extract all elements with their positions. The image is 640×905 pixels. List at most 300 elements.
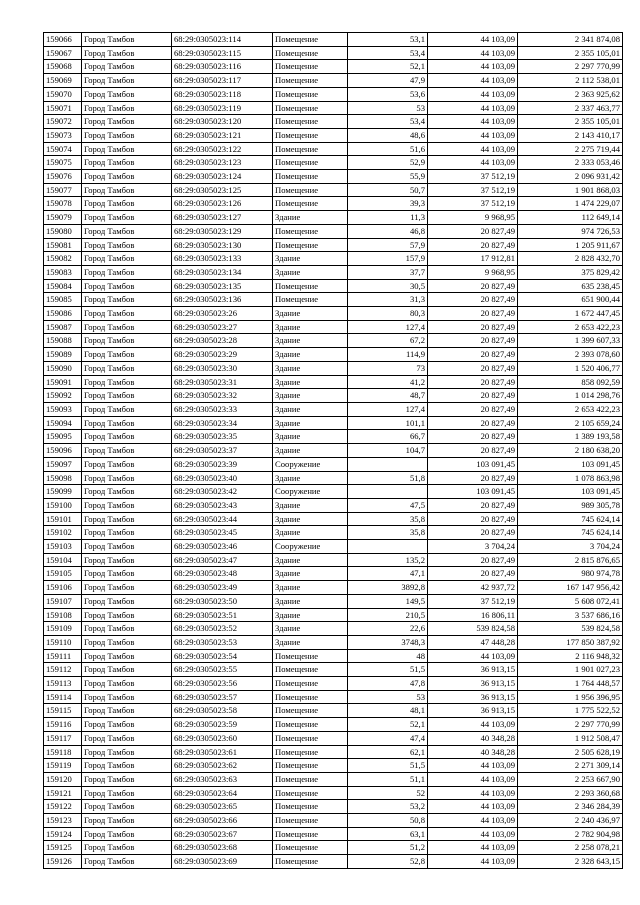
cadastral-value-cell: 2 258 078,21 (518, 841, 623, 855)
city-cell: Город Тамбов (82, 402, 172, 416)
city-cell: Город Тамбов (82, 663, 172, 677)
cadastral-value-cell: 2 333 053,46 (518, 156, 623, 170)
table-row (44, 416, 623, 430)
row-id-cell: 159122 (44, 800, 82, 814)
area-cell: 127,4 (348, 402, 428, 416)
unit-value-cell: 44 103,09 (428, 60, 518, 74)
cadastral-value-cell: 2 337 463,77 (518, 101, 623, 115)
cadastral-number-cell: 68:29:0305023:33 (172, 402, 273, 416)
unit-value-cell: 36 913,15 (428, 663, 518, 677)
cadastral-number-cell: 68:29:0305023:66 (172, 814, 273, 828)
city-cell: Город Тамбов (82, 690, 172, 704)
unit-value-cell: 36 913,15 (428, 677, 518, 691)
city-cell: Город Тамбов (82, 827, 172, 841)
cadastral-number-cell: 68:29:0305023:136 (172, 293, 273, 307)
table-row (44, 389, 623, 403)
row-id-cell: 159084 (44, 279, 82, 293)
unit-value-cell: 44 103,09 (428, 772, 518, 786)
object-type-cell: Здание (273, 512, 348, 526)
object-type-cell: Помещение (273, 87, 348, 101)
object-type-cell: Здание (273, 553, 348, 567)
row-id-cell: 159075 (44, 156, 82, 170)
table-row (44, 334, 623, 348)
cadastral-number-cell: 68:29:0305023:69 (172, 855, 273, 869)
object-type-cell: Помещение (273, 224, 348, 238)
row-id-cell: 159119 (44, 759, 82, 773)
table-row (44, 814, 623, 828)
city-cell: Город Тамбов (82, 265, 172, 279)
object-type-cell: Помещение (273, 170, 348, 184)
table-row (44, 74, 623, 88)
table-row (44, 348, 623, 362)
area-cell: 57,9 (348, 238, 428, 252)
city-cell: Город Тамбов (82, 389, 172, 403)
area-cell: 48,6 (348, 128, 428, 142)
cadastral-value-cell: 1 014 298,76 (518, 389, 623, 403)
table-row (44, 46, 623, 60)
city-cell: Город Тамбов (82, 334, 172, 348)
cadastral-value-cell: 112 649,14 (518, 211, 623, 225)
city-cell: Город Тамбов (82, 471, 172, 485)
city-cell: Город Тамбов (82, 320, 172, 334)
cadastral-number-cell: 68:29:0305023:55 (172, 663, 273, 677)
cadastral-value-cell: 1 912 508,47 (518, 731, 623, 745)
row-id-cell: 159070 (44, 87, 82, 101)
unit-value-cell: 9 968,95 (428, 265, 518, 279)
object-type-cell: Помещение (273, 33, 348, 47)
cadastral-value-cell: 2 341 874,08 (518, 33, 623, 47)
table-row (44, 731, 623, 745)
row-id-cell: 159074 (44, 142, 82, 156)
cadastral-number-cell: 68:29:0305023:134 (172, 265, 273, 279)
city-cell: Город Тамбов (82, 677, 172, 691)
area-cell: 62,1 (348, 745, 428, 759)
city-cell: Город Тамбов (82, 416, 172, 430)
cadastral-value-cell: 2 393 078,60 (518, 348, 623, 362)
unit-value-cell: 20 827,49 (428, 375, 518, 389)
row-id-cell: 159109 (44, 622, 82, 636)
city-cell: Город Тамбов (82, 74, 172, 88)
cadastral-number-cell: 68:29:0305023:35 (172, 430, 273, 444)
unit-value-cell: 16 806,11 (428, 608, 518, 622)
city-cell: Город Тамбов (82, 224, 172, 238)
city-cell: Город Тамбов (82, 211, 172, 225)
cadastral-number-cell: 68:29:0305023:114 (172, 33, 273, 47)
cadastral-value-cell: 2 293 360,68 (518, 786, 623, 800)
city-cell: Город Тамбов (82, 60, 172, 74)
unit-value-cell: 9 968,95 (428, 211, 518, 225)
row-id-cell: 159093 (44, 402, 82, 416)
unit-value-cell: 20 827,49 (428, 293, 518, 307)
object-type-cell: Помещение (273, 279, 348, 293)
cadastral-number-cell: 68:29:0305023:119 (172, 101, 273, 115)
row-id-cell: 159101 (44, 512, 82, 526)
row-id-cell: 159120 (44, 772, 82, 786)
row-id-cell: 159078 (44, 197, 82, 211)
city-cell: Город Тамбов (82, 786, 172, 800)
cadastral-value-cell: 2 297 770,99 (518, 60, 623, 74)
area-cell: 50,7 (348, 183, 428, 197)
unit-value-cell: 44 103,09 (428, 814, 518, 828)
unit-value-cell: 44 103,09 (428, 827, 518, 841)
row-id-cell: 159105 (44, 567, 82, 581)
cadastral-value-cell: 2 297 770,99 (518, 718, 623, 732)
city-cell: Город Тамбов (82, 855, 172, 869)
cadastral-number-cell: 68:29:0305023:117 (172, 74, 273, 88)
area-cell: 22,6 (348, 622, 428, 636)
area-cell: 67,2 (348, 334, 428, 348)
table-row (44, 211, 623, 225)
area-cell: 30,5 (348, 279, 428, 293)
cadastral-number-cell: 68:29:0305023:31 (172, 375, 273, 389)
city-cell: Город Тамбов (82, 430, 172, 444)
object-type-cell: Здание (273, 307, 348, 321)
unit-value-cell: 20 827,49 (428, 402, 518, 416)
row-id-cell: 159113 (44, 677, 82, 691)
unit-value-cell: 20 827,49 (428, 471, 518, 485)
table-row (44, 786, 623, 800)
cadastral-number-cell: 68:29:0305023:43 (172, 498, 273, 512)
area-cell: 52,1 (348, 60, 428, 74)
area-cell: 52,9 (348, 156, 428, 170)
row-id-cell: 159076 (44, 170, 82, 184)
area-cell: 51,5 (348, 663, 428, 677)
area-cell: 55,9 (348, 170, 428, 184)
area-cell: 51,6 (348, 142, 428, 156)
city-cell: Город Тамбов (82, 553, 172, 567)
cadastral-value-cell: 2 505 628,19 (518, 745, 623, 759)
table-row (44, 183, 623, 197)
table-row (44, 635, 623, 649)
cadastral-value-cell: 635 238,45 (518, 279, 623, 293)
row-id-cell: 159104 (44, 553, 82, 567)
cadastral-value-cell: 1 078 863,98 (518, 471, 623, 485)
unit-value-cell: 44 103,09 (428, 718, 518, 732)
table-row (44, 224, 623, 238)
row-id-cell: 159079 (44, 211, 82, 225)
cadastral-number-cell: 68:29:0305023:125 (172, 183, 273, 197)
cadastral-number-cell: 68:29:0305023:28 (172, 334, 273, 348)
unit-value-cell: 20 827,49 (428, 348, 518, 362)
table-row (44, 170, 623, 184)
unit-value-cell: 539 824,58 (428, 622, 518, 636)
object-type-cell: Здание (273, 594, 348, 608)
city-cell: Город Тамбов (82, 156, 172, 170)
cadastral-number-cell: 68:29:0305023:67 (172, 827, 273, 841)
row-id-cell: 159092 (44, 389, 82, 403)
object-type-cell: Помещение (273, 786, 348, 800)
cadastral-value-cell: 103 091,45 (518, 457, 623, 471)
row-id-cell: 159106 (44, 581, 82, 595)
city-cell: Город Тамбов (82, 622, 172, 636)
object-type-cell: Здание (273, 444, 348, 458)
cadastral-value-cell: 5 608 072,41 (518, 594, 623, 608)
row-id-cell: 159090 (44, 361, 82, 375)
cadastral-value-cell: 1 520 406,77 (518, 361, 623, 375)
row-id-cell: 159121 (44, 786, 82, 800)
row-id-cell: 159116 (44, 718, 82, 732)
city-cell: Город Тамбов (82, 567, 172, 581)
object-type-cell: Здание (273, 567, 348, 581)
cadastral-number-cell: 68:29:0305023:62 (172, 759, 273, 773)
object-type-cell: Здание (273, 375, 348, 389)
row-id-cell: 159077 (44, 183, 82, 197)
unit-value-cell: 44 103,09 (428, 74, 518, 88)
area-cell: 114,9 (348, 348, 428, 362)
object-type-cell: Помещение (273, 718, 348, 732)
unit-value-cell: 44 103,09 (428, 115, 518, 129)
city-cell: Город Тамбов (82, 772, 172, 786)
table-row (44, 279, 623, 293)
object-type-cell: Здание (273, 471, 348, 485)
city-cell: Город Тамбов (82, 128, 172, 142)
row-id-cell: 159091 (44, 375, 82, 389)
city-cell: Город Тамбов (82, 745, 172, 759)
cadastral-number-cell: 68:29:0305023:118 (172, 87, 273, 101)
city-cell: Город Тамбов (82, 170, 172, 184)
row-id-cell: 159110 (44, 635, 82, 649)
unit-value-cell: 44 103,09 (428, 841, 518, 855)
cadastral-value-table (43, 32, 623, 869)
cadastral-number-cell: 68:29:0305023:39 (172, 457, 273, 471)
city-cell: Город Тамбов (82, 293, 172, 307)
unit-value-cell: 44 103,09 (428, 87, 518, 101)
cadastral-value-cell: 1 205 911,67 (518, 238, 623, 252)
unit-value-cell: 20 827,49 (428, 567, 518, 581)
area-cell: 47,5 (348, 498, 428, 512)
row-id-cell: 159067 (44, 46, 82, 60)
object-type-cell: Сооружение (273, 457, 348, 471)
city-cell: Город Тамбов (82, 485, 172, 499)
table-row (44, 498, 623, 512)
unit-value-cell: 36 913,15 (428, 704, 518, 718)
area-cell: 51,1 (348, 772, 428, 786)
row-id-cell: 159095 (44, 430, 82, 444)
area-cell: 47,8 (348, 677, 428, 691)
table-row (44, 87, 623, 101)
cadastral-value-cell: 745 624,14 (518, 526, 623, 540)
area-cell: 52,8 (348, 855, 428, 869)
cadastral-number-cell: 68:29:0305023:129 (172, 224, 273, 238)
city-cell: Город Тамбов (82, 101, 172, 115)
row-id-cell: 159072 (44, 115, 82, 129)
object-type-cell: Помещение (273, 690, 348, 704)
table-body (44, 33, 623, 869)
city-cell: Город Тамбов (82, 526, 172, 540)
table-row (44, 444, 623, 458)
object-type-cell: Здание (273, 635, 348, 649)
cadastral-value-cell: 2 653 422,23 (518, 402, 623, 416)
area-cell (348, 485, 428, 499)
cadastral-number-cell: 68:29:0305023:54 (172, 649, 273, 663)
table-row (44, 718, 623, 732)
area-cell: 53,4 (348, 46, 428, 60)
object-type-cell: Помещение (273, 731, 348, 745)
area-cell: 53 (348, 101, 428, 115)
area-cell: 35,8 (348, 526, 428, 540)
object-type-cell: Помещение (273, 142, 348, 156)
cadastral-number-cell: 68:29:0305023:126 (172, 197, 273, 211)
city-cell: Город Тамбов (82, 252, 172, 266)
object-type-cell: Помещение (273, 663, 348, 677)
city-cell: Город Тамбов (82, 594, 172, 608)
cadastral-value-cell: 1 901 868,03 (518, 183, 623, 197)
area-cell: 37,7 (348, 265, 428, 279)
row-id-cell: 159097 (44, 457, 82, 471)
area-cell: 52,1 (348, 718, 428, 732)
row-id-cell: 159115 (44, 704, 82, 718)
unit-value-cell: 3 704,24 (428, 540, 518, 554)
area-cell: 73 (348, 361, 428, 375)
object-type-cell: Помещение (273, 183, 348, 197)
cadastral-value-cell: 1 775 522,52 (518, 704, 623, 718)
object-type-cell: Здание (273, 608, 348, 622)
object-type-cell: Помещение (273, 115, 348, 129)
object-type-cell: Помещение (273, 841, 348, 855)
table-row (44, 759, 623, 773)
city-cell: Город Тамбов (82, 512, 172, 526)
row-id-cell: 159086 (44, 307, 82, 321)
object-type-cell: Помещение (273, 772, 348, 786)
cadastral-value-cell: 375 829,42 (518, 265, 623, 279)
city-cell: Город Тамбов (82, 540, 172, 554)
cadastral-number-cell: 68:29:0305023:60 (172, 731, 273, 745)
cadastral-number-cell: 68:29:0305023:56 (172, 677, 273, 691)
area-cell: 48,7 (348, 389, 428, 403)
table-row (44, 841, 623, 855)
table-row (44, 375, 623, 389)
city-cell: Город Тамбов (82, 238, 172, 252)
cadastral-value-cell: 2 180 638,20 (518, 444, 623, 458)
object-type-cell: Помещение (273, 156, 348, 170)
unit-value-cell: 44 103,09 (428, 855, 518, 869)
cadastral-number-cell: 68:29:0305023:50 (172, 594, 273, 608)
table-row (44, 594, 623, 608)
area-cell (348, 457, 428, 471)
row-id-cell: 159096 (44, 444, 82, 458)
unit-value-cell: 20 827,49 (428, 307, 518, 321)
object-type-cell: Помещение (273, 827, 348, 841)
object-type-cell: Помещение (273, 101, 348, 115)
unit-value-cell: 44 103,09 (428, 759, 518, 773)
unit-value-cell: 20 827,49 (428, 430, 518, 444)
table-row (44, 238, 623, 252)
table-row (44, 567, 623, 581)
cadastral-value-cell: 2 096 931,42 (518, 170, 623, 184)
cadastral-number-cell: 68:29:0305023:51 (172, 608, 273, 622)
city-cell: Город Тамбов (82, 307, 172, 321)
row-id-cell: 159068 (44, 60, 82, 74)
cadastral-number-cell: 68:29:0305023:53 (172, 635, 273, 649)
cadastral-value-cell: 980 974,78 (518, 567, 623, 581)
table-row (44, 197, 623, 211)
object-type-cell: Помещение (273, 704, 348, 718)
row-id-cell: 159087 (44, 320, 82, 334)
unit-value-cell: 44 103,09 (428, 101, 518, 115)
table-row (44, 608, 623, 622)
row-id-cell: 159081 (44, 238, 82, 252)
cadastral-value-cell: 3 704,24 (518, 540, 623, 554)
object-type-cell: Помещение (273, 197, 348, 211)
row-id-cell: 159118 (44, 745, 82, 759)
table-row (44, 553, 623, 567)
area-cell: 51,8 (348, 471, 428, 485)
unit-value-cell: 20 827,49 (428, 279, 518, 293)
area-cell: 157,9 (348, 252, 428, 266)
cadastral-value-cell: 1 672 447,45 (518, 307, 623, 321)
object-type-cell: Здание (273, 348, 348, 362)
row-id-cell: 159082 (44, 252, 82, 266)
cadastral-value-cell: 651 900,44 (518, 293, 623, 307)
area-cell: 127,4 (348, 320, 428, 334)
row-id-cell: 159085 (44, 293, 82, 307)
table-row (44, 677, 623, 691)
table-row (44, 512, 623, 526)
object-type-cell: Помещение (273, 759, 348, 773)
city-cell: Город Тамбов (82, 800, 172, 814)
unit-value-cell: 20 827,49 (428, 320, 518, 334)
table-row (44, 293, 623, 307)
cadastral-value-cell: 1 764 448,57 (518, 677, 623, 691)
unit-value-cell: 44 103,09 (428, 800, 518, 814)
area-cell (348, 540, 428, 554)
city-cell: Город Тамбов (82, 608, 172, 622)
cadastral-value-cell: 2 105 659,24 (518, 416, 623, 430)
row-id-cell: 159066 (44, 33, 82, 47)
city-cell: Город Тамбов (82, 704, 172, 718)
table-row (44, 827, 623, 841)
area-cell: 51,2 (348, 841, 428, 855)
cadastral-number-cell: 68:29:0305023:46 (172, 540, 273, 554)
cadastral-number-cell: 68:29:0305023:130 (172, 238, 273, 252)
area-cell: 53 (348, 690, 428, 704)
row-id-cell: 159103 (44, 540, 82, 554)
cadastral-number-cell: 68:29:0305023:42 (172, 485, 273, 499)
object-type-cell: Здание (273, 402, 348, 416)
unit-value-cell: 44 103,09 (428, 128, 518, 142)
unit-value-cell: 20 827,49 (428, 526, 518, 540)
cadastral-value-cell: 2 253 667,90 (518, 772, 623, 786)
area-cell: 66,7 (348, 430, 428, 444)
row-id-cell: 159100 (44, 498, 82, 512)
area-cell: 47,9 (348, 74, 428, 88)
cadastral-number-cell: 68:29:0305023:68 (172, 841, 273, 855)
city-cell: Город Тамбов (82, 498, 172, 512)
object-type-cell: Помещение (273, 46, 348, 60)
table-row (44, 320, 623, 334)
cadastral-value-cell: 3 537 686,16 (518, 608, 623, 622)
cadastral-value-cell: 2 328 643,15 (518, 855, 623, 869)
cadastral-number-cell: 68:29:0305023:29 (172, 348, 273, 362)
cadastral-number-cell: 68:29:0305023:37 (172, 444, 273, 458)
row-id-cell: 159111 (44, 649, 82, 663)
object-type-cell: Здание (273, 581, 348, 595)
cadastral-value-cell: 989 305,78 (518, 498, 623, 512)
cadastral-value-cell: 2 815 876,65 (518, 553, 623, 567)
city-cell: Город Тамбов (82, 759, 172, 773)
area-cell: 135,2 (348, 553, 428, 567)
area-cell: 47,1 (348, 567, 428, 581)
row-id-cell: 159123 (44, 814, 82, 828)
unit-value-cell: 20 827,49 (428, 498, 518, 512)
object-type-cell: Здание (273, 430, 348, 444)
cadastral-number-cell: 68:29:0305023:115 (172, 46, 273, 60)
unit-value-cell: 20 827,49 (428, 389, 518, 403)
object-type-cell: Здание (273, 252, 348, 266)
area-cell: 46,8 (348, 224, 428, 238)
area-cell: 3892,8 (348, 581, 428, 595)
object-type-cell: Здание (273, 498, 348, 512)
